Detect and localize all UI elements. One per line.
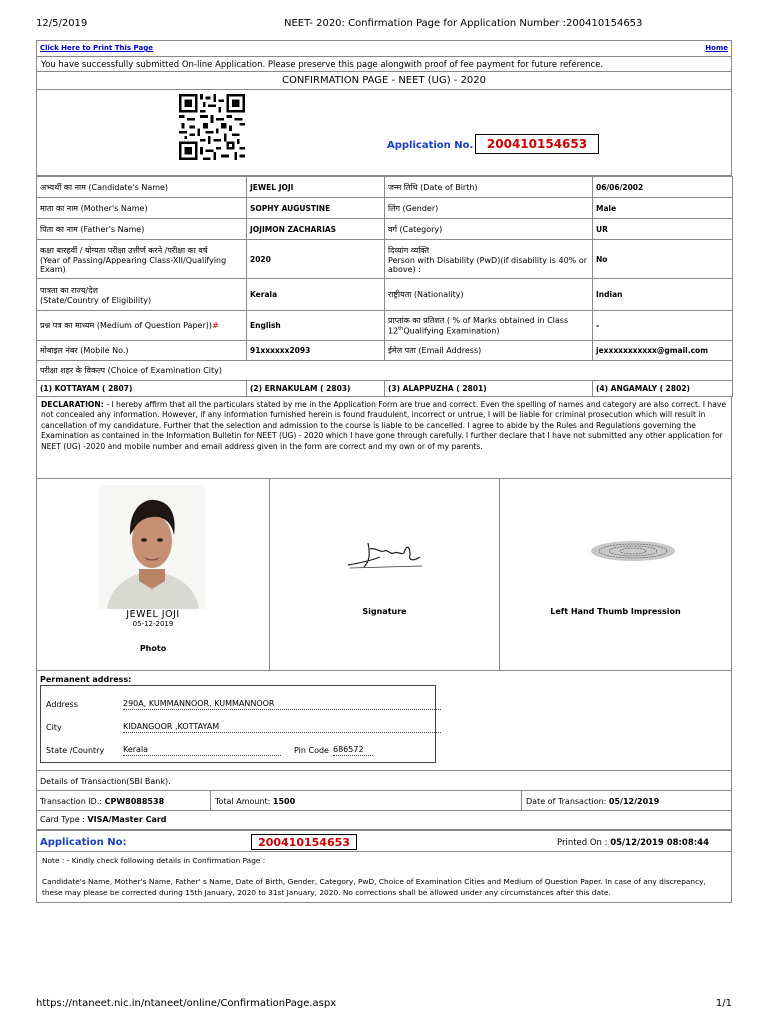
footer-application-value: 200410154653 [251,834,357,850]
exam-city-1: (1) KOTTAYAM ( 2807) [37,381,247,397]
declaration-text: - I hereby affirm that all the particulars stated by me in the Application Form are true and correct. Even the spelling of names and category are also correct. I have not concealed any information. However, if any information furnished herein is found fraudulent, incorrect or untrue, I will be liable for criminal prosecution which will result in cancellation of my candidature. Further that the selection and admission to the course is liable to be cancelled. I agree to abide by the Rules and Regulations governing the Examination as contained in the Information Bulletin for NEET (UG) - 2020 which I have gone through carefully. I further declare that I have not submitted any other application for NEET (UG) -2020 and mobile number and email address given in the form are correct and my own or of my parents. [41,400,727,451]
passing-year-label-english: (Year of Passing/Appearing Class-XII/Qualifying Exam) [40,255,227,274]
photo-name: JEWEL JOJI [126,609,180,620]
thumb-label: Left Hand Thumb Impression [550,607,681,616]
pwd-value: No [593,240,733,279]
marks-value: - [593,311,733,341]
medium-label [37,311,247,341]
candidate-name-label: अभ्यर्थी का नाम (Candidate's Name) [37,177,247,198]
permanent-address-section [36,671,732,771]
page-heading: CONFIRMATION PAGE - NEET (UG) - 2020 [36,72,732,90]
address-value: 290A, KUMMANNOOR, KUMMANNOOR [123,699,441,710]
note-heading: Note : - Kindly check following details in Confirmation Page : [42,856,266,865]
state-eligibility-label-english: (State/Country of Eligibility) [40,295,152,305]
total-amount [212,791,522,811]
photo-cell [37,479,270,670]
print-url: https://ntaneet.nic.in/ntaneet/online/ConfirmationPage.aspx [36,998,337,1009]
state-country-label: State /Country [46,746,105,755]
gender-value: Male [593,198,733,219]
nationality-label: राष्ट्रीयता (Nationality) [385,279,593,311]
address-title: Permanent address: [40,675,132,684]
printed-on [557,838,709,848]
mobile-value: 91xxxxxx2093 [247,341,385,361]
print-date: 12/5/2019 [36,18,88,29]
declaration-label: DECLARATION: [41,400,104,409]
nationality-value: Indian [593,279,733,311]
qr-code [179,94,245,160]
print-header [36,18,732,32]
thumb-impression-image [588,539,678,563]
signature-label: Signature [362,607,407,616]
exam-city-4: (4) ANGAMALY ( 2802) [593,381,733,397]
print-footer [36,998,732,1012]
card-type [37,811,731,829]
photo-signature-row [36,479,732,671]
printed-on-label: Printed On : [556,838,611,848]
medium-label-text: प्रश्न पत्र का माध्यम (Medium of Question Paper)) [40,321,212,330]
mother-name-label: माता का नाम (Mother's Name) [37,198,247,219]
state-eligibility-value: Kerala [247,279,385,311]
confirmation-page [36,40,732,903]
qr-row [36,90,732,176]
father-name-value: JOJIMON ZACHARIAS [247,219,385,240]
state-country-value: Kerala [123,745,281,756]
marks-label [385,311,593,341]
exam-city-3: (3) ALAPPUZHA ( 2801) [385,381,593,397]
transaction-section [36,771,732,830]
note-section [36,852,732,903]
medium-mark: # [211,321,219,330]
state-eligibility-label-hindi: पात्रता का राज्य/देश [40,285,98,295]
signature-image [340,535,430,575]
medium-value: English [247,311,385,341]
card-type-label: Card Type : [40,815,88,824]
pwd-label [385,240,593,279]
category-value: UR [593,219,733,240]
card-type-value: VISA/Master Card [87,815,167,824]
email-label: ईमेल पता (Email Address) [385,341,593,361]
transaction-details-label: Details of Transaction(SBI Bank). [37,771,731,791]
footer-application-row [36,830,732,852]
candidate-details-table [36,176,733,397]
pin-code-label: Pin Code [294,746,329,755]
father-name-label: पिता का नाम (Father's Name) [37,219,247,240]
home-link[interactable]: Home [705,44,728,52]
marks-label-line1: प्राप्तांक का प्रतिशत ( % of Marks obtained in Class [388,316,569,326]
mobile-label: मोबाइल नंबर (Mobile No.) [37,341,247,361]
transaction-id-value: CPW8088538 [104,797,165,806]
city-label: City [46,723,62,732]
address-label: Address [46,700,78,709]
transaction-date-value: 05/12/2019 [608,797,660,806]
total-amount-label: Total Amount: [215,797,273,806]
thumb-cell [500,479,731,670]
pin-code-value: 686572 [333,745,373,756]
mother-name-value: SOPHY AUGUSTINE [247,198,385,219]
note-text: Candidate's Name, Mother's Name, Father' s Name, Date of Birth, Gender, Category, PwD, Choice of Examination Cities and Medium of Question Paper. In case of any discrepancy, these may please be corrected during 15th January, 2020 to 31st January, 2020. No corrections shall be allowed under any circumstances after this date. [42,877,706,897]
exam-city-label: परीक्षा शहर के विकल्प (Choice of Examination City) [37,361,733,381]
marks-label-line2: Qualifying Examination) [403,326,500,336]
category-label: वर्ग (Category) [385,219,593,240]
transaction-row [37,791,731,811]
dob-value: 06/06/2002 [593,177,733,198]
candidate-photo [99,485,205,609]
total-amount-value: 1500 [272,797,296,806]
passing-year-label [37,240,247,279]
transaction-id [37,791,211,811]
signature-cell [270,479,500,670]
footer-application-label: Application No: [40,837,127,848]
print-page-number: 1/1 [715,998,732,1009]
success-notice: You have successfully submitted On-line Application. Please preserve this page alongwith proof of fee payment for future reference. [36,56,732,72]
exam-city-2: (2) ERNAKULAM ( 2803) [247,381,385,397]
pwd-label-hindi: दिव्यांग व्यक्ति [388,245,430,255]
candidate-name-value: JEWEL JOJI [247,177,385,198]
marks-label-class: 12 [388,326,399,336]
passing-year-value: 2020 [247,240,385,279]
marks-label-sup: th [398,326,404,333]
transaction-id-label: Transaction ID.: [40,797,105,806]
application-no-value: 200410154653 [475,134,599,154]
email-value: jexxxxxxxxxxx@gmail.com [593,341,733,361]
pwd-label-english: Person with Disability (PwD)(if disability is 40% or above) : [388,255,587,274]
dob-label: जन्म तिथि (Date of Birth) [385,177,593,198]
city-value: KIDANGOOR ,KOTTAYAM [123,722,441,733]
print-page-link[interactable]: Click Here to Print This Page [40,44,153,52]
transaction-date-label: Date of Transaction: [526,797,609,806]
top-links [36,40,732,56]
photo-date: 05-12-2019 [132,620,174,628]
application-no-label: Application No. [387,140,474,151]
passing-year-label-hindi: कक्षा बारहवीं / योग्यता परीक्षा उत्तीर्ण करने /परीक्षा का वर्ष [40,245,208,255]
print-title: NEET- 2020: Confirmation Page for Application Number :200410154653 [284,18,643,29]
state-eligibility-label [37,279,247,311]
photo-label: Photo [139,644,167,653]
gender-label: लिंग (Gender) [385,198,593,219]
printed-on-value: 05/12/2019 08:08:44 [610,838,709,848]
transaction-date [523,791,731,811]
address-box [40,685,436,763]
declaration [36,397,732,479]
